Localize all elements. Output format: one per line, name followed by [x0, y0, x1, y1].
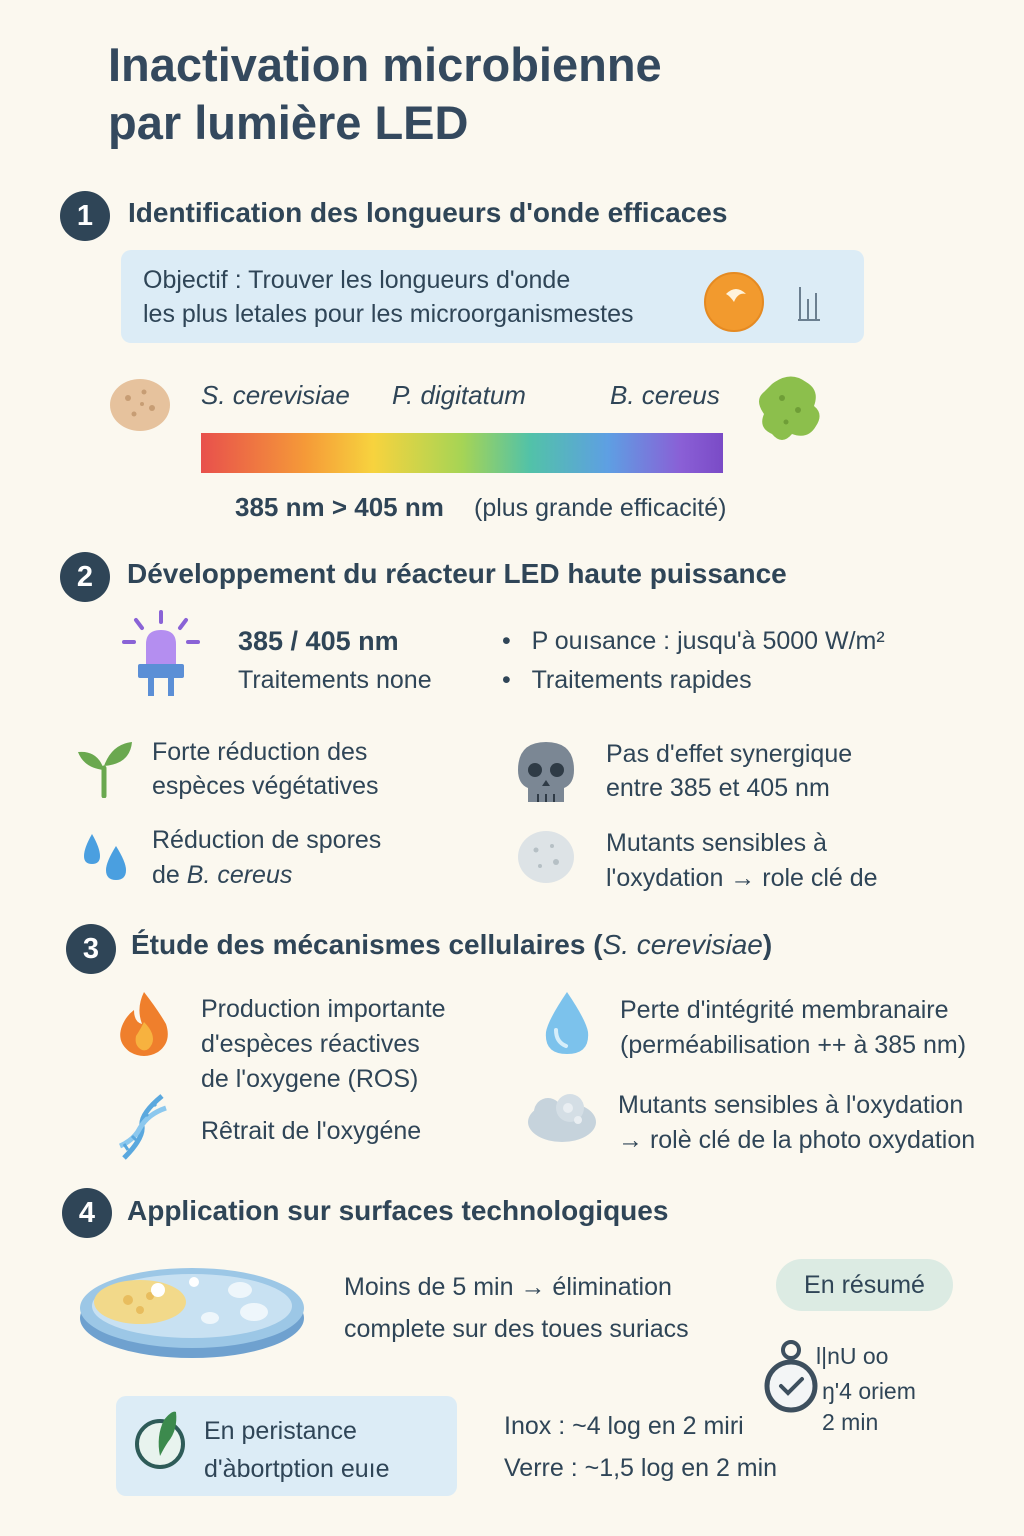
section-1-heading: Identification des longueurs d'onde efficaces — [128, 197, 728, 228]
summary-line-3: 2 min — [822, 1409, 879, 1435]
mechanism-2-line-1: Perte d'intégrité membranaire — [620, 996, 949, 1024]
title-line-1: Inactivation microbienne — [108, 38, 662, 91]
finding-1-line-1: Forte réduction des — [152, 738, 368, 766]
cloud-cells-icon — [524, 1090, 598, 1146]
finding-3-species: B. cereus — [186, 861, 293, 889]
finding-4-line-1: Mutants sensibles à — [606, 829, 827, 857]
section-2-number: 2 — [60, 552, 110, 602]
finding-3-prefix: de — [152, 861, 187, 889]
section-4-number: 4 — [62, 1188, 112, 1238]
reactor-treatments: Traitements none — [238, 666, 432, 694]
species-2: P. digitatum — [392, 380, 526, 410]
mechanism-2-line-2: (perméabilisation ++ à 385 nm) — [620, 1031, 967, 1059]
section-4-heading: Application sur surfaces technologiques — [127, 1195, 669, 1226]
reactor-bullet-1: • P ouısance : jusqu'à 5000 W/m² — [502, 627, 885, 655]
summary-line-1: l|nU oo — [816, 1343, 889, 1369]
section-3-heading-text: Étude des mécanismes cellulaires ( — [131, 929, 603, 960]
objective-line-1: Objectif : Trouver les longueurs d'onde — [143, 266, 571, 294]
summary-line-2: ŋ'4 oriem — [822, 1378, 916, 1404]
bacteria-icon — [752, 370, 828, 448]
reactor-wavelength: 385 / 405 nm — [238, 626, 399, 656]
dna-icon — [114, 1092, 172, 1162]
species-1: S. cerevisiae — [201, 380, 350, 410]
title-line-2: par lumière LED — [108, 96, 469, 149]
finding-4-line-2: l'oxydation → role clé de — [606, 864, 878, 892]
persistence-line-1: En peristance — [204, 1417, 357, 1445]
wavelength-result: 385 nm > 405 nm — [235, 492, 444, 522]
water-drop-icon — [540, 990, 594, 1058]
mechanism-3-line-1: Rêtrait de l'oxygéne — [201, 1117, 422, 1145]
led-icon — [122, 610, 200, 700]
flame-icon — [114, 990, 172, 1058]
persistence-line-2: d'àbortption euıe — [204, 1455, 390, 1483]
finding-1-line-2: espèces végétatives — [152, 772, 379, 800]
species-3: B. cereus — [610, 380, 720, 410]
reactor-bullet-2: • Traitements rapides — [502, 666, 752, 694]
bar-chart-icon — [796, 285, 822, 323]
section-3-heading-species: S. cerevisiae — [602, 929, 763, 960]
orange-sphere-icon — [702, 272, 766, 332]
summary-pill: En résumé — [776, 1259, 953, 1311]
petri-dish-icon — [76, 1256, 308, 1362]
mechanism-1-line-1: Production importante — [201, 995, 446, 1023]
surface-result-inox: Inox : ~4 log en 2 miri — [504, 1412, 744, 1440]
mechanism-4-line-2: → rolè clé de la photo oxydation — [618, 1126, 976, 1154]
sprout-icon — [74, 738, 134, 798]
objective-line-2: les plus letales pour les microorganismestes — [143, 300, 634, 328]
page-title — [108, 36, 908, 152]
skull-icon — [516, 740, 576, 806]
spore-icon — [516, 828, 576, 886]
mechanism-4-line-1: Mutants sensibles à l'oxydation — [618, 1091, 964, 1119]
reactor-bullet-2-text: Traitements rapides — [531, 666, 752, 694]
section-3-heading — [131, 929, 772, 961]
section-1-number: 1 — [60, 191, 110, 241]
finding-2-line-2: entre 385 et 405 nm — [606, 774, 830, 802]
reactor-bullet-1-text: P ouısance : jusqu'à 5000 W/m² — [531, 627, 885, 655]
surface-result-verre: Verre : ~1,5 log en 2 min — [504, 1454, 778, 1482]
surface-result-line-2: complete sur des toues suriacs — [344, 1315, 689, 1343]
yeast-cell-icon — [108, 376, 172, 434]
mechanism-1-line-2: d'espèces réactives — [201, 1030, 420, 1058]
wavelength-spectrum — [201, 433, 723, 473]
surface-result-line-1: Moins de 5 min → élimination — [344, 1273, 672, 1301]
leaf-icon — [134, 1408, 188, 1470]
finding-2-line-1: Pas d'effet synergique — [606, 740, 853, 768]
section-3-number: 3 — [66, 924, 116, 974]
wavelength-result-note: (plus grande efficacité) — [474, 494, 727, 522]
mechanism-1-line-3: de l'oxygene (ROS) — [201, 1065, 419, 1093]
section-3-heading-end: ) — [762, 929, 773, 960]
finding-3-line-2 — [152, 858, 292, 893]
droplets-icon — [78, 830, 132, 884]
finding-3-line-1: Réduction de spores — [152, 826, 382, 854]
stopwatch-icon — [762, 1338, 820, 1414]
section-2-heading: Développement du réacteur LED haute puissance — [127, 558, 787, 589]
